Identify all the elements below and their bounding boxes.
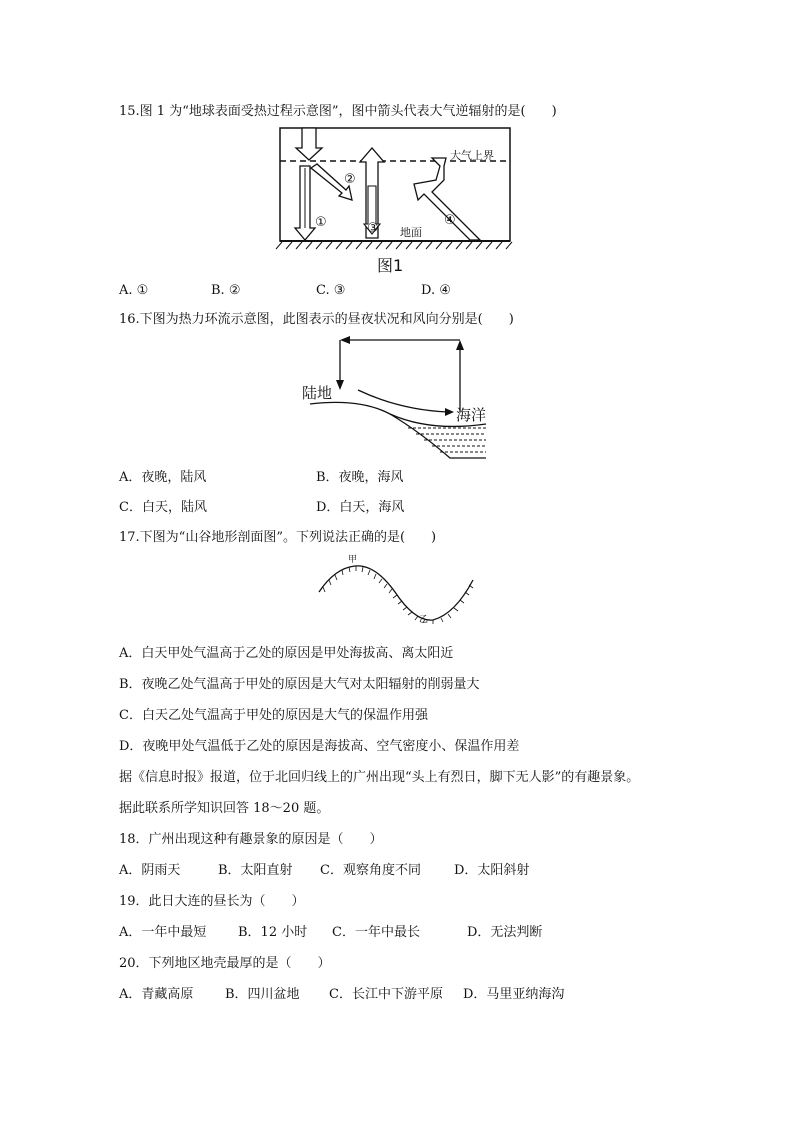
q16-option-d: D．白天，海风 (316, 500, 405, 515)
q15-option-a: A. ① (119, 283, 149, 298)
q18-option-b: B．太阳直射 (218, 863, 293, 878)
q18-option-a: A．阴雨天 (119, 863, 181, 878)
q17-terrain-profile (319, 566, 473, 620)
q16-right-arrowhead (456, 340, 464, 350)
q15-option-d: D. ④ (421, 283, 451, 298)
q19-option-b: B．12 小时 (238, 925, 308, 940)
intro-line-2: 据此联系所学知识回答 18～20 题。 (119, 801, 330, 816)
q15-stem: 15.图 1 为“地球表面受热过程示意图”，图中箭头代表大气逆辐射的是( ) (119, 104, 557, 119)
q16-left-arrowhead (336, 380, 344, 390)
q20-option-c: C．长江中下游平原 (329, 987, 443, 1002)
q15-ground-hatch (276, 242, 512, 249)
q16-surface-arrowhead (445, 408, 454, 416)
q15-marker-3: ③ (367, 221, 379, 236)
q15-caption: 图1 (377, 256, 404, 275)
q18-stem: 18．广州出现这种有趣景象的原因是（ ） (119, 832, 383, 847)
q16-surface-flow (358, 390, 448, 412)
q15-ground-label: 地面 (400, 226, 422, 239)
q17-option-a: A．白天甲处气温高于乙处的原因是甲处海拔高、离太阳近 (119, 646, 454, 661)
q16-top-arrowhead (340, 336, 350, 344)
q17-option-b: B．夜晚乙处气温高于甲处的原因是大气对太阳辐射的削弱量大 (119, 677, 480, 692)
q19-option-c: C．一年中最长 (332, 925, 420, 940)
q19-stem: 19．此日大连的昼长为（ ） (119, 894, 305, 909)
q17-stem: 17.下图为“山谷地形剖面图”。下列说法正确的是( ) (119, 530, 437, 545)
q15-marker-1: ① (315, 215, 327, 230)
q15-figure (280, 128, 520, 278)
q17-valley-label: 乙 (419, 615, 429, 625)
q16-sea-water (408, 428, 486, 452)
q15-option-c: C. ③ (316, 283, 346, 298)
q16-option-b: B．夜晚，海风 (316, 470, 404, 485)
q18-option-d: D．太阳斜射 (454, 863, 530, 878)
q18-option-c: C．观察角度不同 (320, 863, 421, 878)
q16-figure (300, 332, 500, 462)
q19-option-d: D．无法判断 (467, 925, 543, 940)
intro-line-1: 据《信息时报》报道，位于北回归线上的广州出现“头上有烈日，脚下无人影”的有趣景象。 (119, 770, 640, 785)
q15-marker-2: ② (344, 172, 356, 187)
q16-option-a: A．夜晚，陆风 (119, 470, 207, 485)
q17-terrain-hatch (323, 566, 473, 624)
q17-figure (315, 552, 485, 632)
q16-sea-label: 海洋 (456, 406, 487, 424)
q17-peak-label: 甲 (348, 555, 358, 565)
q20-stem: 20．下列地区地壳最厚的是（ ） (119, 956, 331, 971)
q15-marker-4: ④ (444, 213, 456, 228)
q15-option-b: B. ② (211, 283, 241, 298)
q16-stem: 16.下图为热力环流示意图，此图表示的昼夜状况和风向分别是( ) (119, 312, 514, 327)
q15-atmosphere-top-label: 大气上界 (450, 149, 494, 162)
q20-option-b: B．四川盆地 (225, 987, 300, 1002)
q16-land-label: 陆地 (302, 384, 333, 402)
q20-option-d: D．马里亚纳海沟 (463, 987, 565, 1002)
q17-option-d: D．夜晚甲处气温低于乙处的原因是海拔高、空气密度小、保温作用差 (119, 739, 520, 754)
q20-option-a: A．青藏高原 (119, 987, 194, 1002)
q17-option-c: C．白天乙处气温高于甲处的原因是大气的保温作用强 (119, 708, 428, 723)
q16-option-c: C．白天，陆风 (119, 500, 207, 515)
q15-solar-arrow-top (296, 128, 322, 160)
q19-option-a: A．一年中最短 (119, 925, 207, 940)
